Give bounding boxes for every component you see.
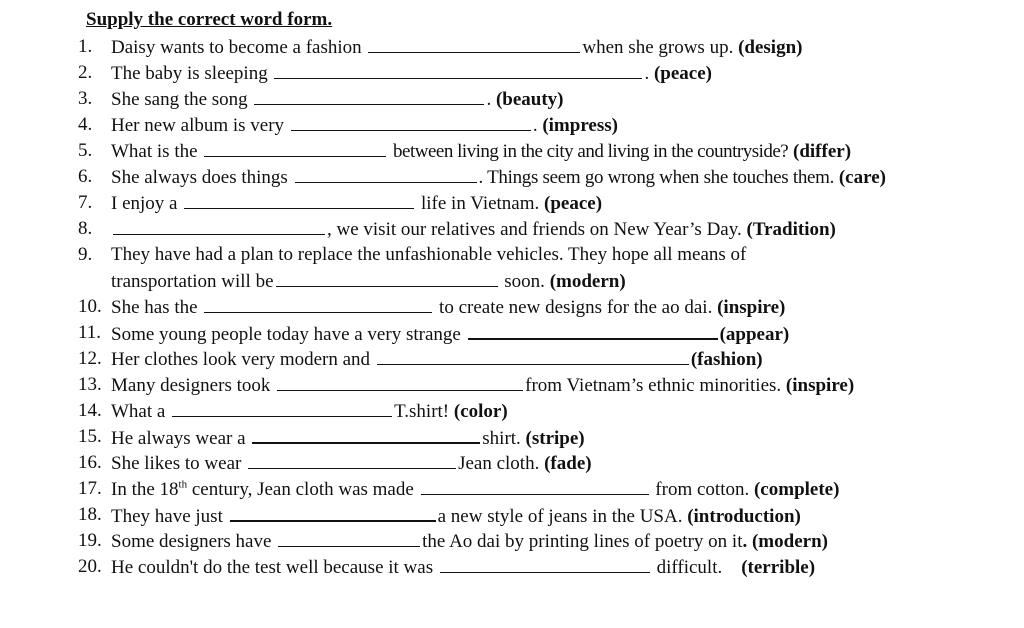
answer-blank[interactable]: [184, 190, 414, 209]
word-hint: (appear): [719, 324, 790, 345]
item-text-after: life in Vietnam.: [420, 193, 540, 214]
exercise-item-2: [78, 60, 1008, 86]
exercise-item-20: [78, 554, 1008, 580]
exercise-item-3: [78, 86, 1008, 112]
answer-blank[interactable]: [278, 528, 420, 547]
item-text-after: from Vietnam’s ethnic minorities.: [525, 375, 782, 396]
item-text-after: .: [532, 115, 538, 136]
word-hint: (care): [838, 167, 886, 188]
superscript-th: th: [178, 478, 188, 491]
answer-blank[interactable]: [204, 294, 432, 313]
exercise-item-9: [78, 242, 1008, 294]
word-hint: (design): [738, 37, 803, 58]
exercise-item-6: [78, 164, 1008, 190]
exercise-item-14: [78, 398, 1008, 424]
item-text-before-line2: transportation will be: [111, 271, 274, 292]
exercise-item-18: [78, 502, 1008, 528]
item-number: 8.: [78, 218, 93, 239]
answer-blank[interactable]: [295, 164, 477, 183]
answer-blank[interactable]: [248, 450, 456, 469]
item-text-before: What is the: [111, 141, 198, 162]
item-text-after: when she grows up.: [582, 37, 734, 58]
item-text-after: a new style of jeans in the USA.: [437, 506, 683, 527]
item-text-before-rest: century, Jean cloth was made: [187, 479, 414, 500]
item-number: 20.: [78, 556, 102, 577]
answer-blank[interactable]: [377, 346, 689, 365]
item-text-before: In the 18: [111, 479, 179, 500]
word-hint: (complete): [753, 479, 840, 500]
item-number: 3.: [78, 88, 93, 109]
exercise-item-4: [78, 112, 1008, 138]
exercise-item-11: [78, 320, 1008, 346]
item-text-before: Her clothes look very modern and: [111, 349, 371, 370]
exercise-item-16: [78, 450, 1008, 476]
word-hint: (peace): [653, 63, 712, 84]
item-text-after: difficult.: [656, 557, 723, 578]
answer-blank[interactable]: [421, 476, 649, 495]
item-text-before: She has the: [111, 297, 198, 318]
answer-blank[interactable]: [204, 138, 386, 157]
item-text-before: They have just: [111, 506, 223, 527]
item-text-after: from cotton.: [655, 479, 750, 500]
item-text-before: What a: [111, 401, 166, 422]
item-text-before: Her new album is very: [111, 115, 285, 136]
item-text-before: She sang the song: [111, 89, 248, 110]
word-hint: (color): [453, 401, 508, 422]
answer-blank[interactable]: [440, 554, 650, 573]
item-text-before: The baby is sleeping: [111, 63, 268, 84]
answer-blank[interactable]: [291, 112, 531, 131]
exercise-list: [78, 34, 1008, 580]
word-hint: (impress): [542, 115, 618, 136]
item-number: 14.: [78, 400, 102, 421]
item-text-before: Some young people today have a very strange: [111, 324, 461, 345]
item-text-before: Many designers took: [111, 375, 271, 396]
item-number: 4.: [78, 114, 93, 135]
answer-blank[interactable]: [277, 372, 523, 391]
item-number: 1.: [78, 36, 93, 57]
item-text-after: the Ao dai by printing lines of poetry on it: [422, 531, 743, 552]
item-text-before: They have had a plan to replace the unfashionable vehicles. They hope all means of: [111, 244, 747, 265]
item-number: 17.: [78, 478, 102, 499]
item-text-after: . Things seem go wrong when she touches them.: [478, 167, 835, 188]
item-number: 6.: [78, 166, 93, 187]
exercise-item-7: [78, 190, 1008, 216]
item-number: 10.: [78, 296, 102, 317]
answer-blank[interactable]: [468, 320, 718, 340]
item-text-after: between living in the city and living in the countryside?: [393, 141, 789, 162]
item-text-before: Some designers have: [111, 531, 272, 552]
exercise-item-19: [78, 528, 1008, 554]
item-text-after: T.shirt!: [394, 401, 450, 422]
item-text-after: , we visit our relatives and friends on New Year’s Day.: [327, 219, 742, 240]
word-hint: (fade): [544, 453, 592, 474]
answer-blank[interactable]: [172, 398, 392, 417]
exercise-item-5: [78, 138, 1008, 164]
word-hint: (modern): [549, 271, 626, 292]
item-number: 18.: [78, 504, 102, 525]
word-hint: (terrible): [741, 557, 816, 578]
item-text-before: He couldn't do the test well because it was: [111, 557, 434, 578]
item-text-after: .: [486, 89, 492, 110]
item-number: 13.: [78, 374, 102, 395]
item-text-before: She always does things: [111, 167, 288, 188]
word-hint: (inspire): [717, 297, 786, 318]
exercise-item-15: [78, 424, 1008, 450]
exercise-item-10: [78, 294, 1008, 320]
item-text-after: to create new designs for the ao dai.: [439, 297, 713, 318]
answer-blank[interactable]: [368, 34, 580, 53]
item-number: 11.: [78, 322, 102, 343]
item-number: 5.: [78, 140, 93, 161]
worksheet-title: Supply the correct word form.: [86, 9, 333, 30]
word-hint: (Tradition): [746, 219, 836, 240]
exercise-item-17: [78, 476, 1008, 502]
word-hint: (fashion): [690, 349, 763, 370]
item-number: 7.: [78, 192, 93, 213]
item-text-before: She likes to wear: [111, 453, 242, 474]
item-text-after: shirt.: [482, 428, 521, 449]
item-text-after: Jean cloth.: [458, 453, 540, 474]
item-number: 12.: [78, 348, 102, 369]
exercise-item-1: [78, 34, 1008, 60]
answer-blank[interactable]: [230, 502, 436, 522]
exercise-item-12: [78, 346, 1008, 372]
word-hint: (beauty): [495, 89, 564, 110]
word-hint: (differ): [793, 141, 852, 162]
item-number: 15.: [78, 426, 102, 447]
word-hint: (inspire): [785, 375, 855, 396]
item-text-after: .: [644, 63, 650, 84]
answer-blank[interactable]: [252, 424, 480, 444]
item-text-before: I enjoy a: [111, 193, 178, 214]
answer-blank[interactable]: [274, 60, 642, 79]
item-text-before: Daisy wants to become a fashion: [111, 37, 362, 58]
item-number: 16.: [78, 452, 102, 473]
exercise-item-8: [78, 216, 1008, 242]
item-number: 2.: [78, 62, 93, 83]
item-text-before: He always wear a: [111, 428, 246, 449]
exercise-item-13: [78, 372, 1008, 398]
word-hint: (peace): [544, 193, 603, 214]
answer-blank[interactable]: [276, 268, 498, 287]
item-number: 19.: [78, 530, 102, 551]
item-number: 9.: [78, 244, 93, 265]
word-hint: . (modern): [742, 531, 828, 552]
answer-blank[interactable]: [113, 216, 325, 235]
word-hint: (introduction): [687, 506, 801, 527]
item-text-after: soon.: [504, 271, 545, 292]
answer-blank[interactable]: [254, 86, 484, 105]
word-hint: (stripe): [525, 428, 585, 449]
